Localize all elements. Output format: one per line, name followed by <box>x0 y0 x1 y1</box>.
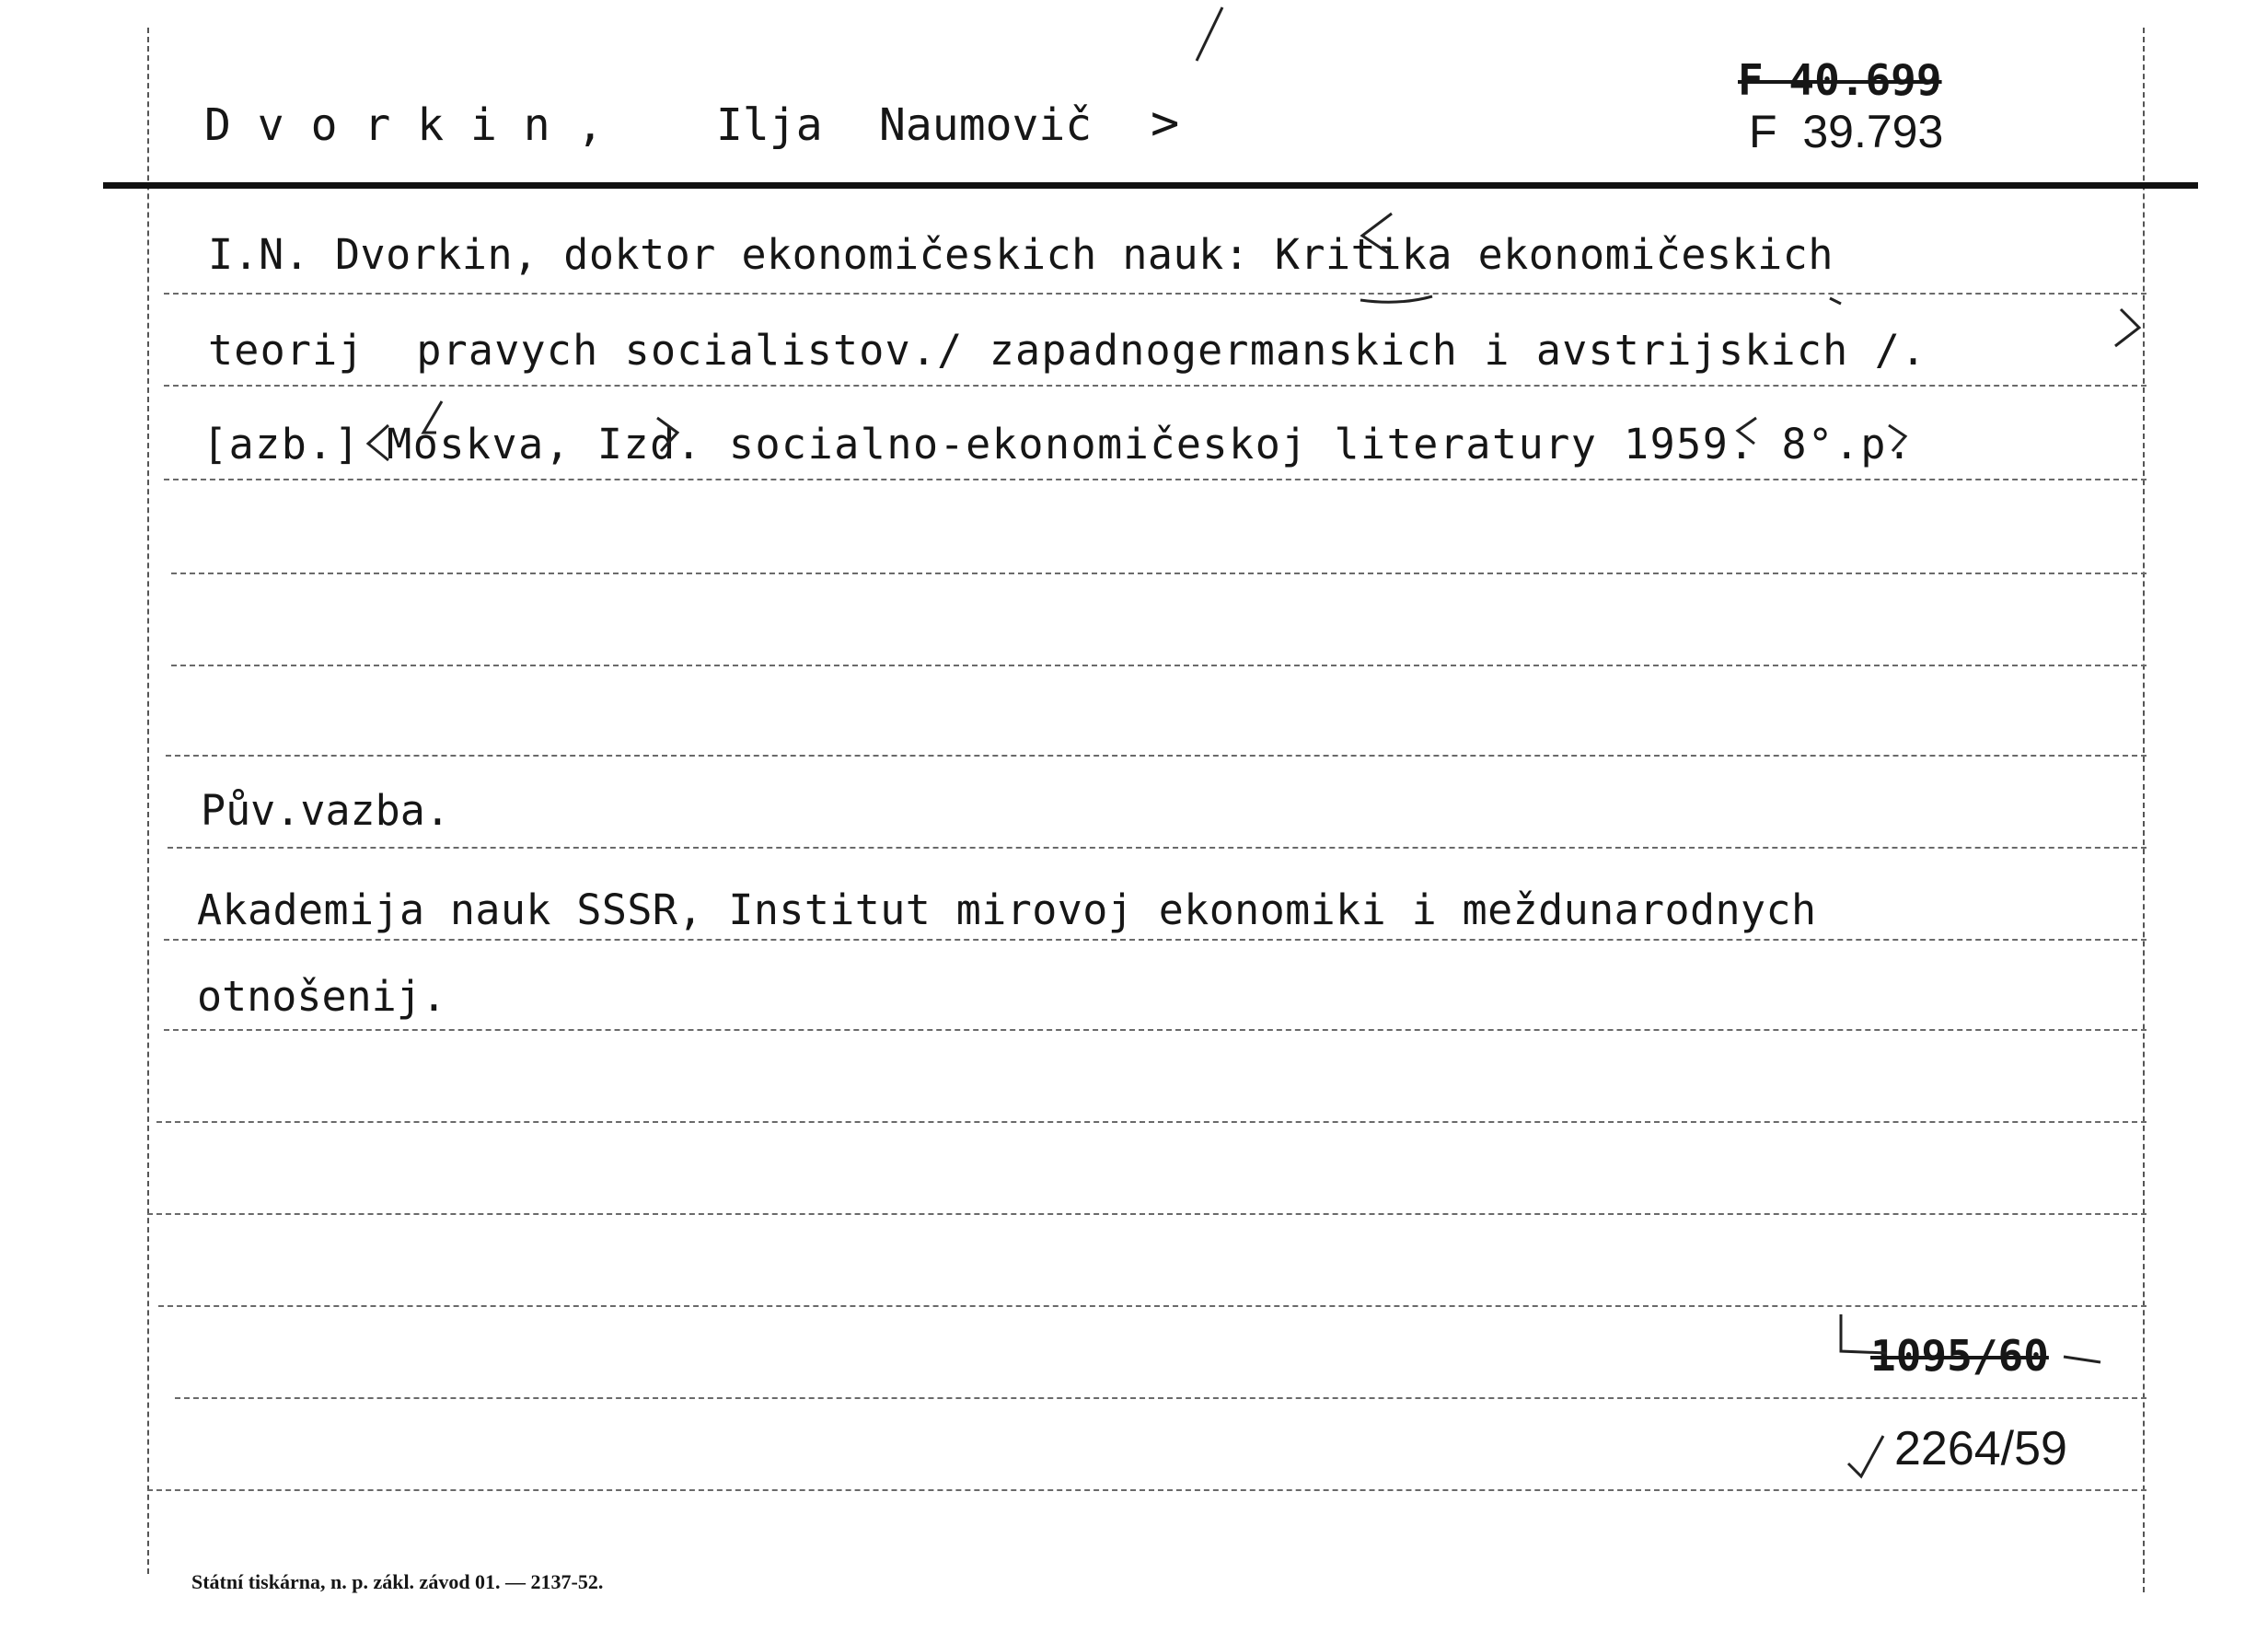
accession-old: 1095/60 <box>1870 1331 2049 1381</box>
heading-mark: > <box>1151 96 1180 151</box>
institution-line-2: otnošenij. <box>197 972 446 1021</box>
binding-note: Pův.vazba. <box>201 786 450 835</box>
shelfmark-current: F 39.793 <box>1749 106 1944 157</box>
printer-imprint: Státní tiskárna, n. p. zákl. závod 01. — 2137-52. <box>191 1570 604 1593</box>
description-line-1: I.N. Dvorkin, doktor ekonomičeskich nauk: Kritika ekonomičeskich <box>208 230 1834 279</box>
author-patronymic: Naumovič <box>879 99 1093 151</box>
accession-current: 2264/59 <box>1894 1422 2067 1475</box>
author-surname: D v o r k i n , <box>204 99 604 151</box>
author-given-name: Ilja <box>716 99 823 151</box>
description-line-3: [azb.] Moskva, Izd. socialno-ekonomičeskoj literatury 1959. 8°.p. <box>202 420 1914 468</box>
description-line-2: teorij pravych socialistov./ zapadnogermanskich i avstrijskich /. <box>208 326 1927 375</box>
institution-line-1: Akademija nauk SSSR, Institut mirovoj ekonomiki i meždunarodnych <box>197 885 1817 934</box>
shelfmark-old: F 40.699 <box>1738 55 1942 105</box>
